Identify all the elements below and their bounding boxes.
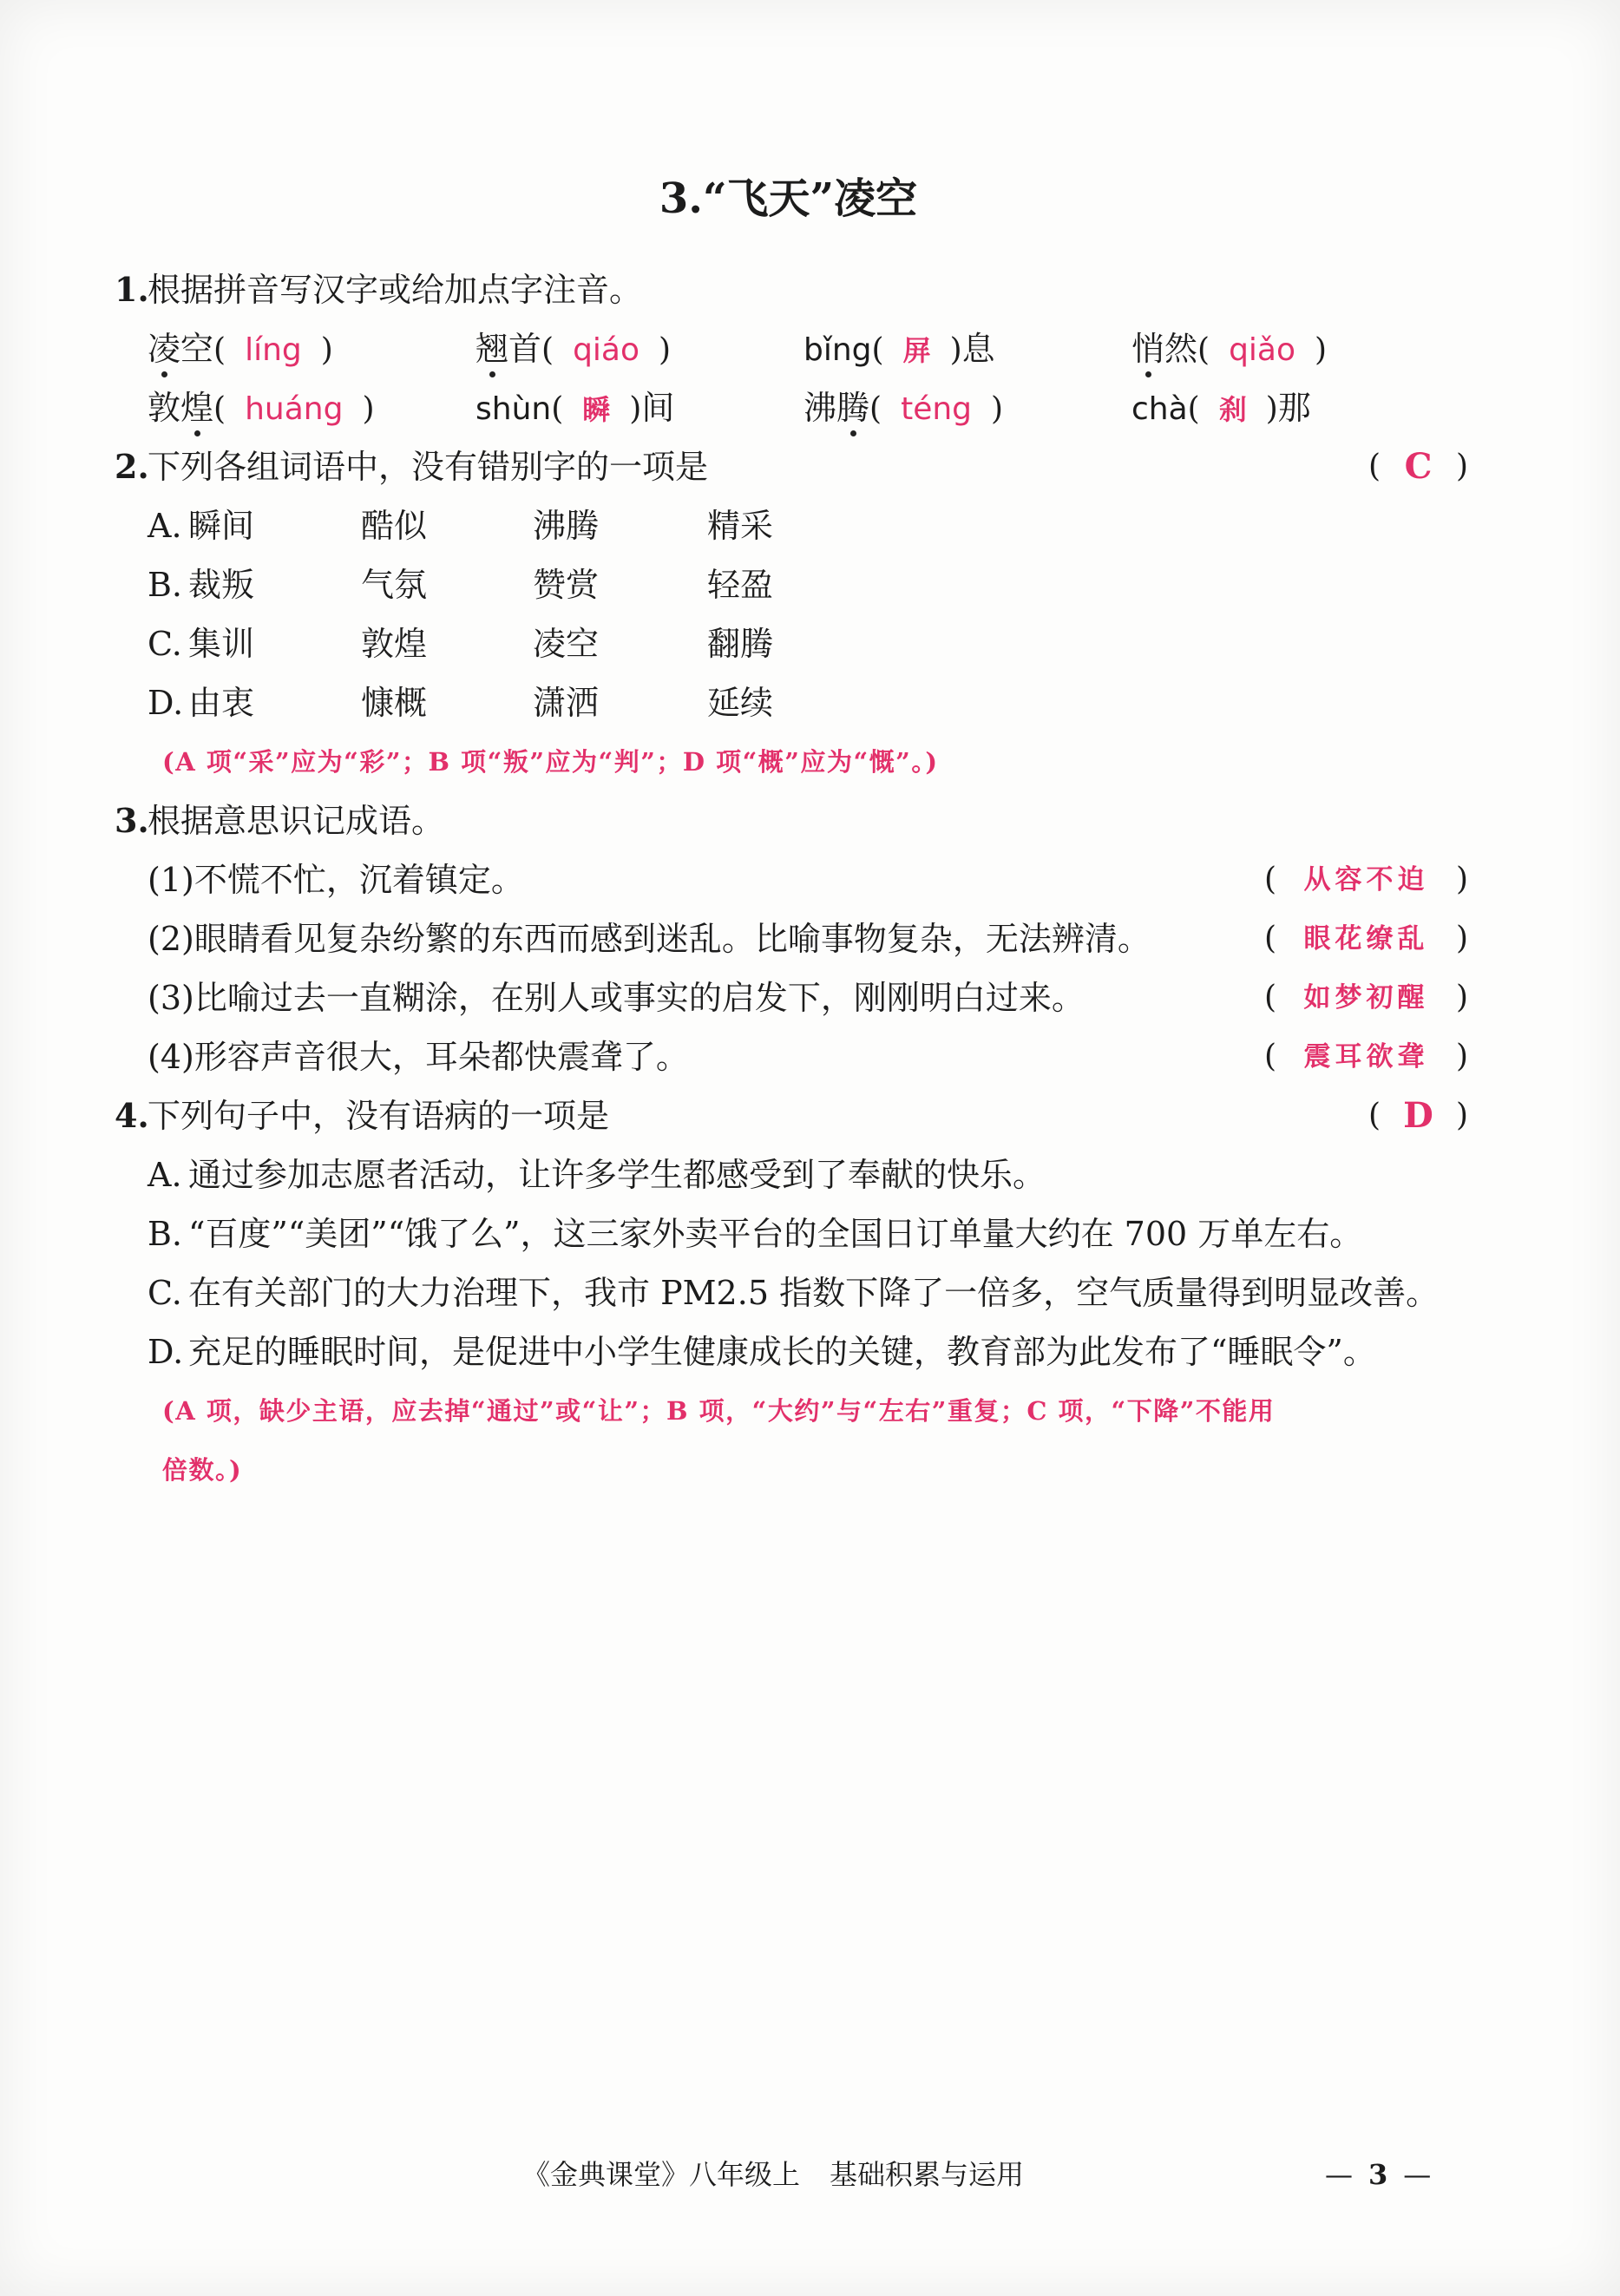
close-paren: )	[1455, 980, 1468, 1015]
hanzi-char: 沸	[803, 389, 837, 427]
answer-box	[1368, 1086, 1468, 1145]
answer-pinyin: qiǎo	[1229, 332, 1296, 368]
idiom-item-4	[115, 1027, 1468, 1086]
open-paren: (	[869, 391, 882, 427]
question-prompt: 根据意思识记成语。	[148, 802, 445, 840]
close-paren: )	[1455, 1098, 1468, 1133]
option-label: C.	[148, 1274, 182, 1312]
answer-idiom: 从容不迫	[1303, 864, 1429, 895]
annotate-item	[1131, 319, 1459, 378]
option-text: 通过参加志愿者活动，让许多学生都感受到了奉献的快乐。	[188, 1156, 1046, 1194]
answer-box	[1264, 1027, 1468, 1086]
given-pinyin: chà	[1131, 391, 1188, 427]
hanzi-char: 首	[508, 330, 542, 368]
answer-idiom: 震耳欲聋	[1303, 1041, 1429, 1073]
word: 慷概	[361, 684, 428, 722]
close-paren: )	[1455, 921, 1468, 956]
option-label: A.	[148, 507, 182, 545]
option-label: B.	[148, 1215, 183, 1253]
idiom-item-2	[115, 909, 1468, 968]
write-hanzi-item	[803, 319, 1131, 378]
given-pinyin: shùn	[476, 391, 552, 427]
annotate-item	[803, 378, 1131, 437]
open-paren: (	[213, 391, 226, 427]
open-paren: (	[1368, 1098, 1381, 1133]
question-2	[115, 437, 1468, 496]
question-number: 2.	[115, 447, 149, 486]
close-paren: )	[629, 391, 642, 427]
answer-letter: D	[1403, 1095, 1433, 1136]
word: 翻腾	[707, 625, 774, 663]
option-label: B.	[148, 566, 183, 604]
word: 赞赏	[533, 566, 600, 604]
answer-box	[1264, 968, 1468, 1027]
answer-idiom: 眼花缭乱	[1303, 923, 1429, 954]
write-hanzi-item	[476, 378, 803, 437]
annotate-item	[148, 319, 476, 378]
open-paren: (	[1264, 1039, 1277, 1074]
page-number-value: 3	[1368, 2158, 1388, 2191]
question-prompt: 下列句子中，没有语病的一项是	[148, 1097, 610, 1135]
given-pinyin: bǐng	[803, 332, 872, 368]
hanzi-char: 然	[1164, 330, 1198, 368]
dash: —	[1325, 2158, 1353, 2191]
answer-explanation-line-2: 倍数。)	[162, 1455, 243, 1485]
answer-explanation: (A 项“采”应为“彩”；B 项“叛”应为“判”；D 项“概”应为“慨”。)	[162, 747, 939, 777]
close-paren: )	[949, 332, 962, 368]
hanzi-char: 空	[180, 330, 214, 368]
question-number: 4.	[115, 1096, 149, 1135]
option-label: C.	[148, 625, 182, 663]
dash: —	[1403, 2158, 1432, 2191]
item-label: (4)	[148, 1038, 194, 1076]
option-b	[115, 555, 1468, 614]
sentence-option-a	[115, 1145, 1468, 1204]
option-text: 在有关部门的大力治理下，我市 PM2.5 指数下降了一倍多，空气质量得到明显改善。	[188, 1274, 1440, 1312]
hanzi-char: 敦	[148, 389, 181, 427]
idiom-item-3	[115, 968, 1468, 1027]
item-label: (3)	[148, 979, 194, 1017]
open-paren: (	[1368, 449, 1381, 484]
hanzi-char: 息	[961, 330, 995, 368]
question-4	[115, 1086, 1468, 1145]
sentence-option-b	[115, 1204, 1468, 1263]
book-title: 《金典课堂》八年级上	[522, 2158, 801, 2191]
annotate-item	[148, 378, 476, 437]
open-paren: (	[1187, 391, 1200, 427]
answer-hanzi: 瞬	[582, 393, 611, 426]
close-paren: )	[1455, 862, 1468, 897]
question-prompt: 下列各组词语中，没有错别字的一项是	[148, 448, 709, 486]
page-footer	[522, 2147, 1024, 2202]
option-text: 充足的睡眠时间，是促进中小学生健康成长的关键，教育部为此发布了“睡眠令”。	[188, 1333, 1376, 1371]
answer-explanation-line-1: (A 项，缺少主语，应去掉“通过”或“让”；B 项，“大约”与“左右”重复；C 项，“下降”不能用	[162, 1396, 1276, 1426]
open-paren: (	[871, 332, 884, 368]
word: 酷似	[361, 507, 428, 545]
pinyin-row-2	[115, 378, 1468, 437]
question-3	[115, 791, 1468, 850]
page-number	[1325, 2147, 1431, 2202]
exercise-content	[115, 260, 1468, 1499]
item-text: 比喻过去一直糊涂，在别人或事实的启发下，刚刚明白过来。	[193, 979, 1085, 1017]
word: 气氛	[361, 566, 428, 604]
close-paren: )	[320, 332, 333, 368]
word: 延续	[707, 684, 774, 722]
sentence-option-c	[115, 1263, 1468, 1322]
hanzi-char: 腾	[836, 378, 869, 437]
answer-pinyin: líng	[245, 332, 302, 368]
word: 轻盈	[707, 566, 774, 604]
option-c	[115, 614, 1468, 673]
hanzi-char: 间	[641, 389, 675, 427]
question-number: 1.	[115, 270, 149, 309]
hanzi-char: 煌	[180, 378, 213, 437]
word: 沸腾	[533, 507, 600, 545]
answer-box	[1368, 437, 1468, 496]
word: 裁叛	[188, 566, 255, 604]
idiom-item-1	[115, 850, 1468, 909]
word: 敦煌	[361, 625, 428, 663]
close-paren: )	[1315, 332, 1328, 368]
open-paren: (	[1264, 862, 1277, 897]
hanzi-char: 那	[1277, 389, 1311, 427]
answer-idiom: 如梦初醒	[1303, 982, 1429, 1014]
annotate-item	[476, 319, 803, 378]
answer-pinyin: téng	[901, 391, 973, 427]
option-label: D.	[148, 1333, 184, 1371]
write-hanzi-item	[1131, 378, 1459, 437]
item-text: 眼睛看见复杂纷繁的东西而感到迷乱。比喻事物复杂，无法辨清。	[193, 920, 1151, 958]
word: 凌空	[533, 625, 600, 663]
answer-hanzi: 屏	[902, 334, 931, 367]
option-a	[115, 496, 1468, 555]
word: 集训	[188, 625, 255, 663]
close-paren: )	[1455, 449, 1468, 484]
answer-box	[1264, 850, 1468, 909]
item-label: (2)	[148, 920, 194, 958]
word: 由衷	[188, 684, 255, 722]
answer-pinyin: qiáo	[573, 332, 640, 368]
pinyin-row-1	[115, 319, 1468, 378]
word: 精采	[707, 507, 774, 545]
option-label: D.	[148, 684, 184, 722]
open-paren: (	[1264, 921, 1277, 956]
sentence-option-d	[115, 1322, 1468, 1381]
question-number: 3.	[115, 801, 149, 840]
close-paren: )	[991, 391, 1004, 427]
close-paren: )	[1455, 1039, 1468, 1074]
open-paren: (	[551, 391, 564, 427]
close-paren: )	[362, 391, 375, 427]
open-paren: (	[1264, 980, 1277, 1015]
lesson-title: 3.“飞天”凌空	[659, 174, 918, 223]
item-text: 形容声音很大，耳朵都快震聋了。	[193, 1038, 689, 1076]
answer-box	[1264, 909, 1468, 968]
item-text: 不慌不忙，沉着镇定。	[193, 861, 524, 899]
word: 瞬间	[188, 507, 255, 545]
hanzi-char: 翘	[476, 319, 508, 378]
open-paren: (	[1197, 332, 1210, 368]
open-paren: (	[541, 332, 554, 368]
close-paren: )	[659, 332, 672, 368]
answer-pinyin: huáng	[245, 391, 344, 427]
close-paren: )	[1265, 391, 1278, 427]
option-text: “百度”“美团”“饿了么”，这三家外卖平台的全国日订单量大约在 700 万单左右。	[188, 1215, 1363, 1253]
question-1	[115, 260, 1468, 319]
section-title: 基础积累与运用	[830, 2158, 1025, 2191]
answer-hanzi: 刹	[1218, 393, 1247, 426]
item-label: (1)	[148, 861, 194, 899]
open-paren: (	[213, 332, 226, 368]
answer-letter: C	[1404, 446, 1433, 487]
question-prompt: 根据拼音写汉字或给加点字注音。	[148, 271, 643, 309]
hanzi-char: 凌	[148, 319, 180, 378]
word: 潇洒	[533, 684, 600, 722]
option-d	[115, 673, 1468, 732]
option-label: A.	[148, 1156, 182, 1194]
hanzi-char: 悄	[1131, 319, 1164, 378]
